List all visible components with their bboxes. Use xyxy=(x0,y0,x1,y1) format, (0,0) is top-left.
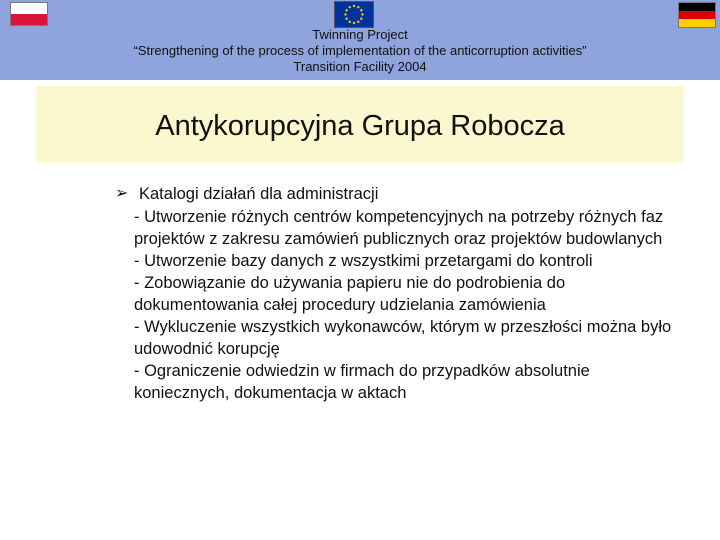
project-name: Twinning Project xyxy=(312,27,408,42)
eu-star-icon xyxy=(357,21,359,23)
eu-star-icon xyxy=(357,6,359,8)
eu-star-icon xyxy=(345,18,347,20)
list-item: - Utworzenie różnych centrów kompetencyjnych na potrzeby różnych faz projektów z zakresu zamówień publicznych oraz projektów budowlanych xyxy=(134,208,664,248)
eu-star-icon xyxy=(344,13,346,15)
germany-flag-icon xyxy=(678,2,716,28)
title-box xyxy=(36,86,684,163)
list-item: - Utworzenie bazy danych z wszystkimi przetargami do kontroli xyxy=(134,252,593,270)
list-item: - Ograniczenie odwiedzin w firmach do przypadków absolutnie koniecznych, dokumentacja w aktach xyxy=(134,362,590,402)
eu-stars-icon xyxy=(335,2,373,27)
eu-star-icon xyxy=(360,18,362,20)
bullet-row xyxy=(115,182,675,206)
eu-star-icon xyxy=(349,21,351,23)
project-subtitle: “Strengthening of the process of implementation of the anticorruption activities” xyxy=(133,43,587,58)
eu-star-icon xyxy=(353,22,355,24)
header-text xyxy=(0,27,720,75)
header-banner xyxy=(0,0,720,80)
list-item: - Zobowiązanie do używania papieru nie do podrobienia do dokumentowania całej procedury udzielania zamówienia xyxy=(134,274,566,314)
sub-list xyxy=(134,206,675,404)
poland-flag-icon xyxy=(10,2,48,26)
eu-star-icon xyxy=(361,13,363,15)
eu-star-icon xyxy=(345,9,347,11)
eu-star-icon xyxy=(360,9,362,11)
page-title: Antykorupcyjna Grupa Robocza xyxy=(155,110,565,142)
eu-star-icon xyxy=(349,6,351,8)
content-body xyxy=(115,182,675,404)
eu-star-icon xyxy=(353,5,355,7)
project-facility: Transition Facility 2004 xyxy=(293,59,427,74)
bullet-heading: Katalogi działań dla administracji xyxy=(139,185,379,203)
list-item: - Wykluczenie wszystkich wykonawców, którym w przeszłości można było udowodnić korupcję xyxy=(134,318,672,358)
arrow-icon: ➢ xyxy=(115,185,129,202)
eu-flag-icon xyxy=(334,1,374,28)
